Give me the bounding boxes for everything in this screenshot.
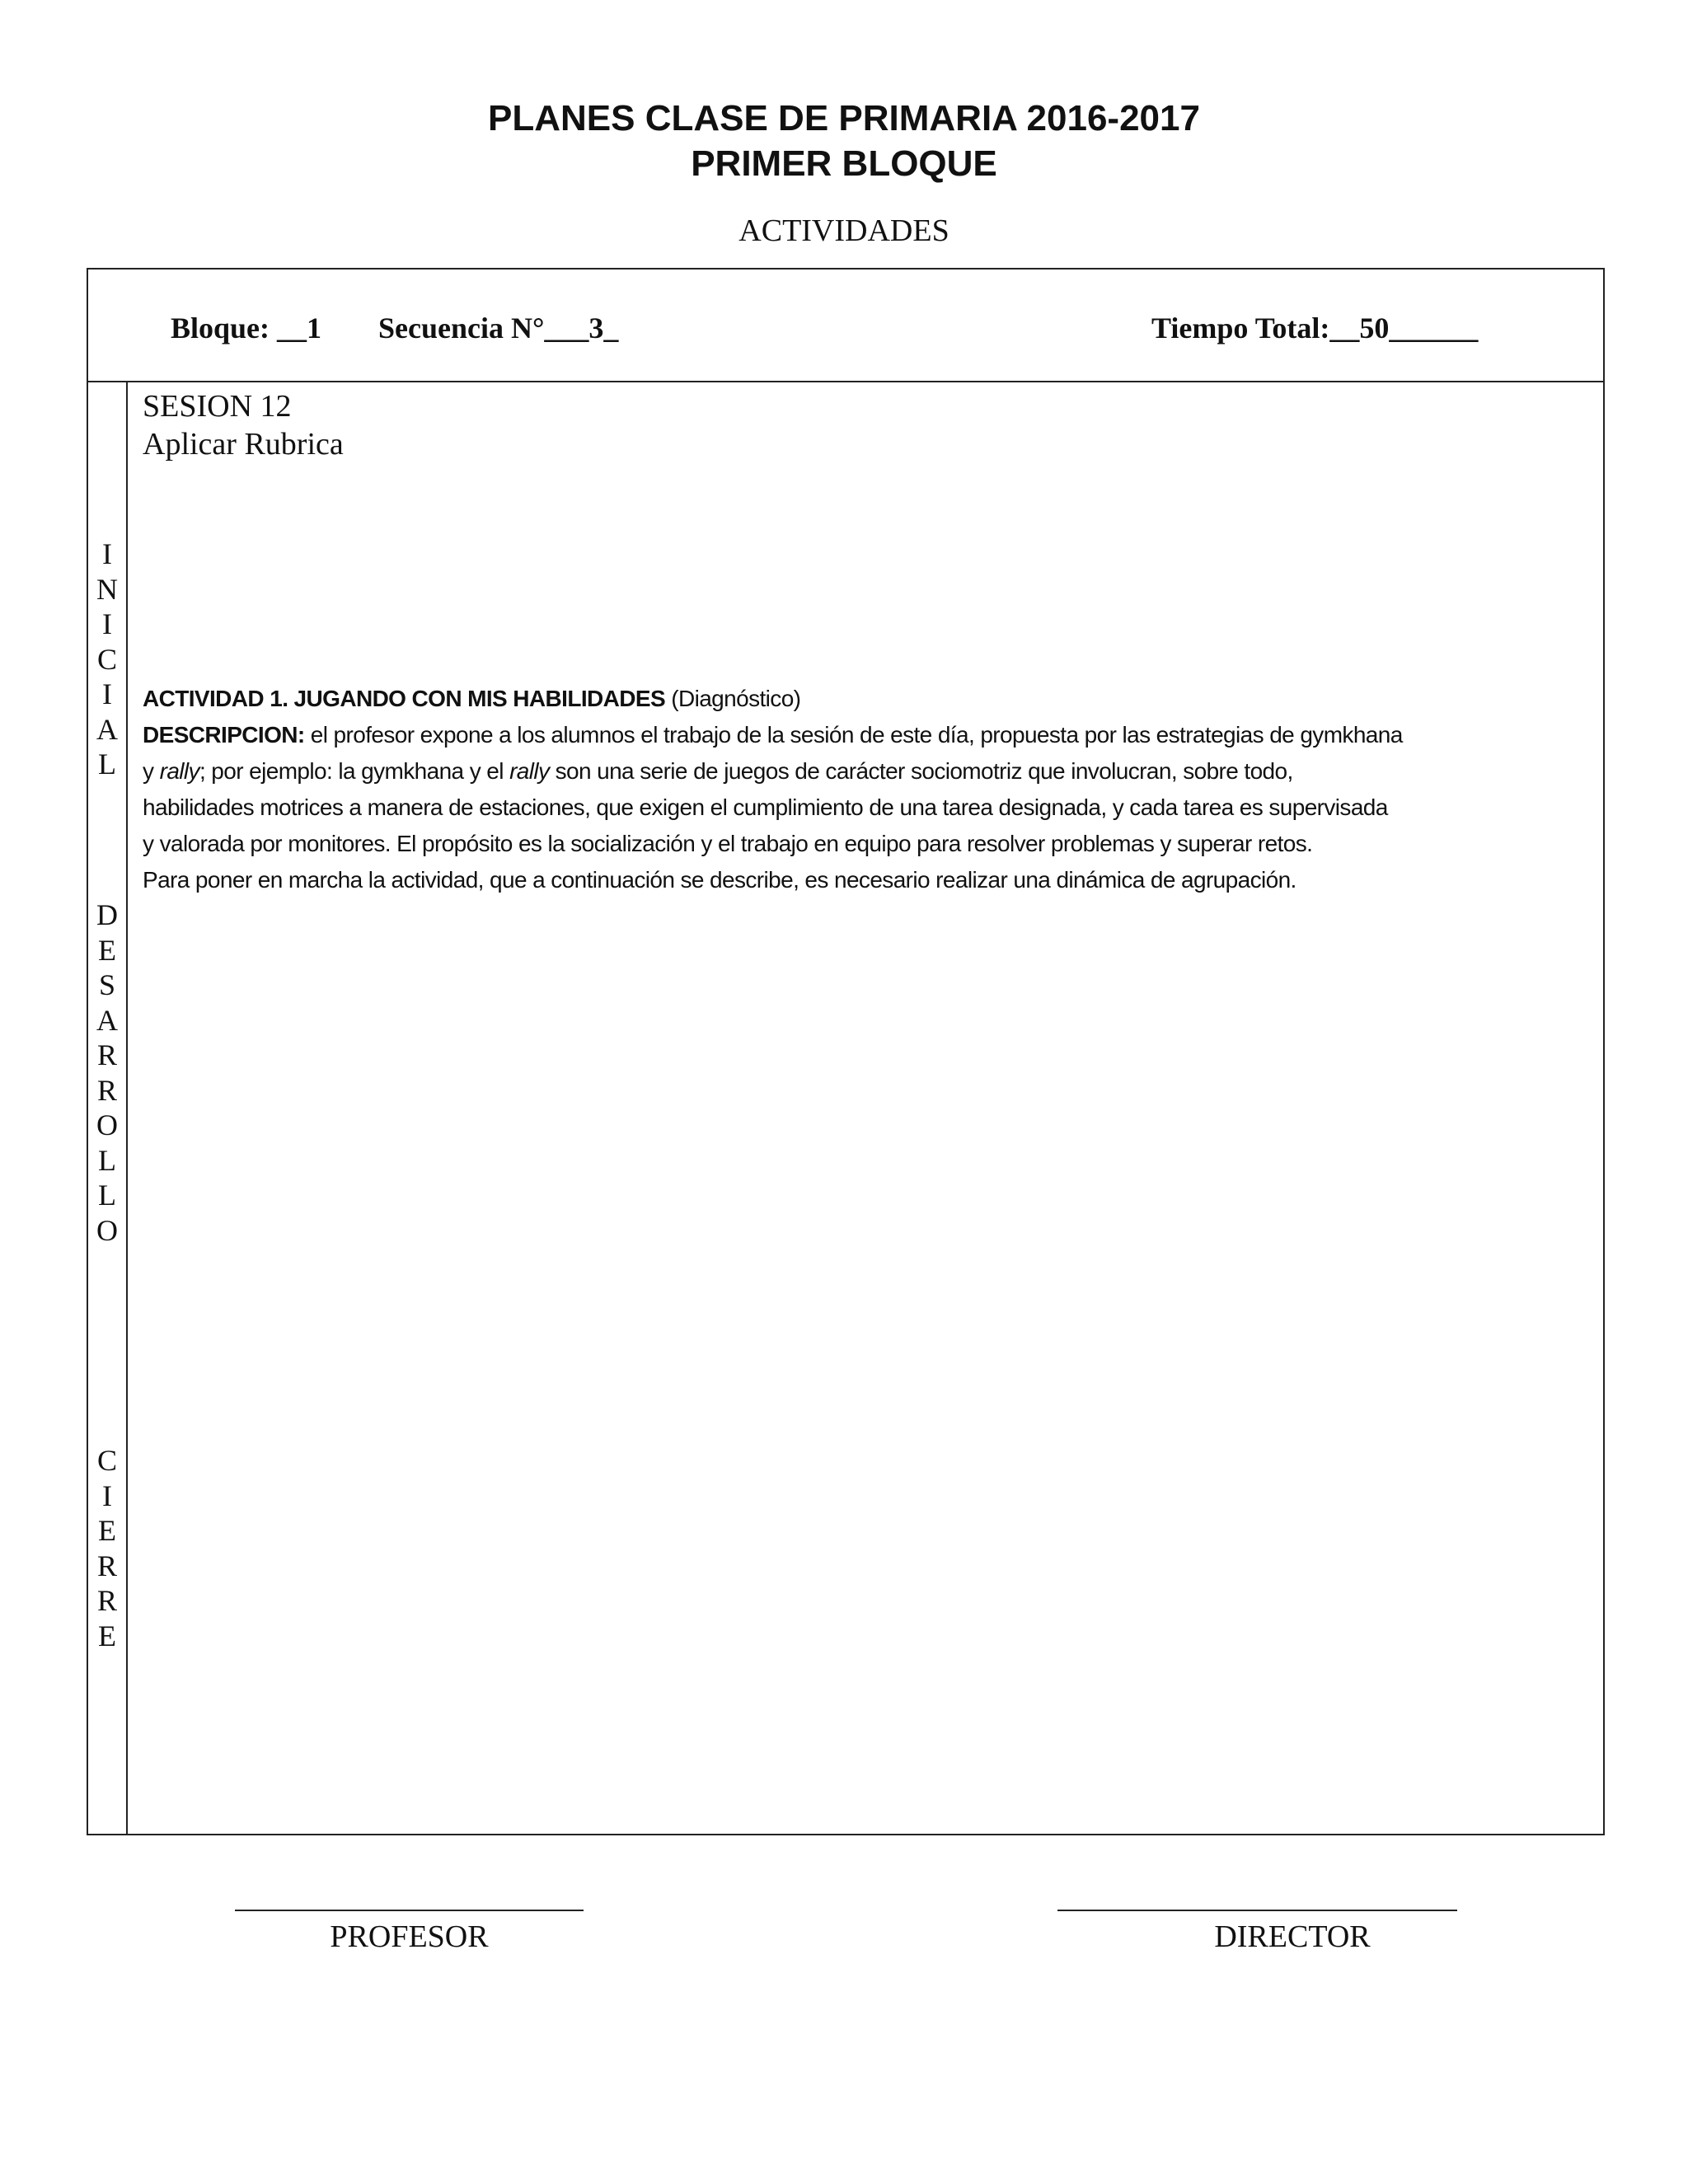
section-heading-actividades: ACTIVIDADES xyxy=(738,213,950,248)
description-label: DESCRIPCION: xyxy=(143,722,305,748)
description-text-2b: ; por ejemplo: la gymkhana y el xyxy=(199,758,504,784)
activity-desc-line-1 xyxy=(143,717,1412,753)
session-subtitle: Aplicar Rubrica xyxy=(143,427,344,462)
bloque-field: Bloque: __1 xyxy=(171,312,322,344)
activity-desc-line-5: Para poner en marcha la actividad, que a continuación se describe, es necesario realizar una dinámica de agrupación. xyxy=(143,867,1296,893)
page-title: PLANES CLASE DE PRIMARIA 2016-2017 xyxy=(488,98,1200,138)
page-subtitle-bloque: PRIMER BLOQUE xyxy=(691,143,997,184)
description-italic-rally-1: rally xyxy=(159,758,199,784)
profesor-signature-label: PROFESOR xyxy=(330,1919,489,1954)
activity-desc-line-3: habilidades motrices a manera de estaciones, que exigen el cumplimiento de una tarea designada, y cada tarea es supervisada xyxy=(143,794,1388,820)
activity-title: ACTIVIDAD 1. JUGANDO CON MIS HABILIDADES xyxy=(143,686,666,711)
activity-desc-line-2 xyxy=(143,753,1412,790)
activity-block xyxy=(143,681,1412,898)
director-signature-line xyxy=(1057,1910,1457,1911)
phase-label-cierre: C I E R R E xyxy=(96,1444,117,1652)
activity-desc-line-4: y valorada por monitores. El propósito es la socialización y el trabajo en equipo para resolver problemas y superar retos. xyxy=(143,831,1313,856)
lesson-plan-table xyxy=(87,268,1605,1835)
phase-label-inicial: I N I C I A L xyxy=(96,537,118,780)
description-italic-rally-2: rally xyxy=(509,758,550,784)
description-text-2a: y xyxy=(143,758,154,784)
profesor-signature-line xyxy=(235,1910,584,1911)
plan-header-row xyxy=(88,269,1603,382)
description-text-2c: son una serie de juegos de carácter sociomotriz que involucran, sobre todo, xyxy=(555,758,1293,784)
activity-title-line xyxy=(143,681,1412,717)
session-title: SESION 12 xyxy=(143,389,292,424)
activity-title-note: (Diagnóstico) xyxy=(671,686,801,711)
description-text-1: el profesor expone a los alumnos el trabajo de la sesión de este día, propuesta por las estrategias de gymkhana xyxy=(310,722,1403,748)
director-signature-label: DIRECTOR xyxy=(1214,1919,1371,1954)
phase-column xyxy=(88,382,128,1835)
tiempo-total-field: Tiempo Total:__50______ xyxy=(1151,312,1479,344)
secuencia-field: Secuencia N°___3_ xyxy=(378,312,619,344)
phase-label-desarrollo: D E S A R R O L L O xyxy=(96,898,118,1247)
